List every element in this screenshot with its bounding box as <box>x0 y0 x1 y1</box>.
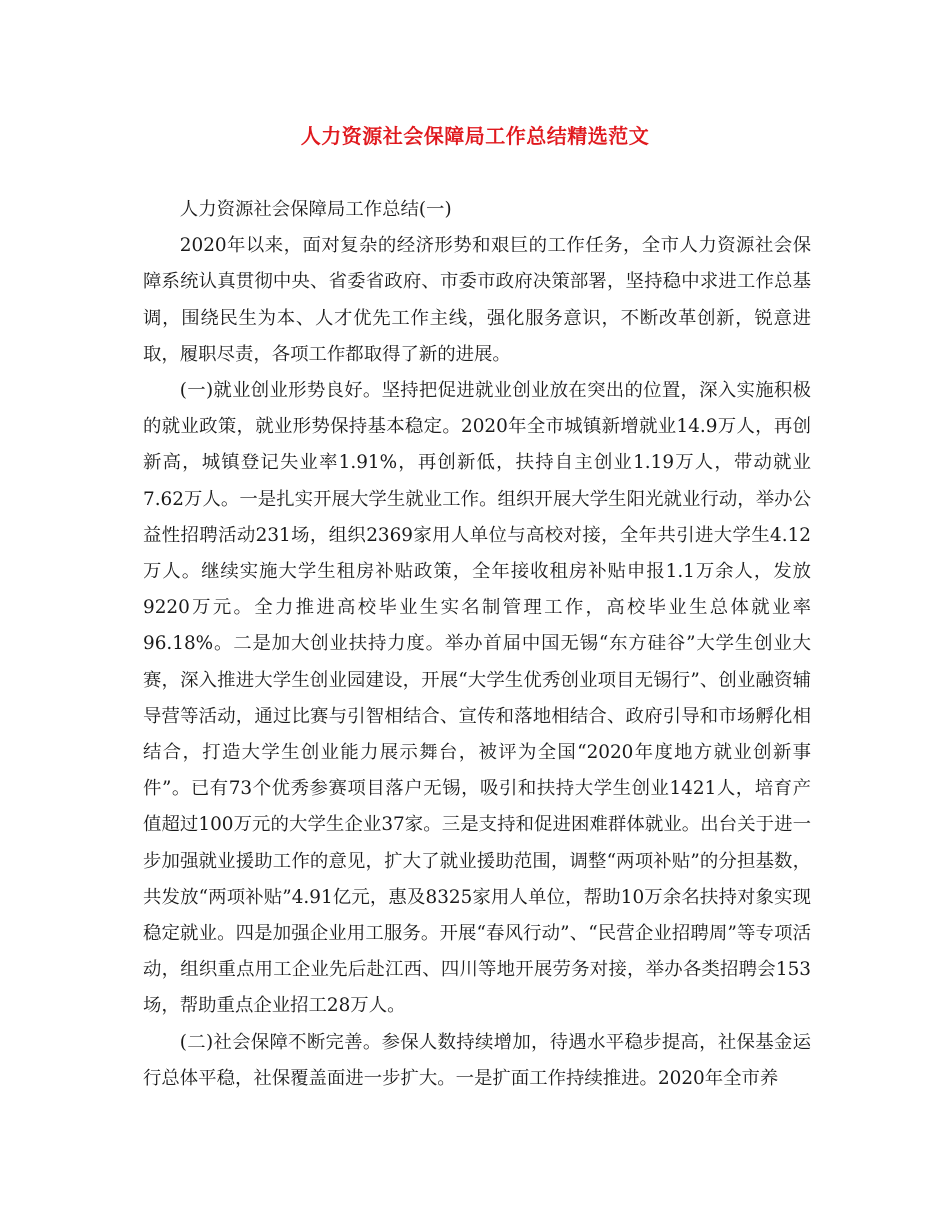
body-paragraph: (一)就业创业形势良好。坚持把促进就业创业放在突出的位置，深入实施积极的就业政策，就业形势保持基本稳定。2020年全市城镇新增就业14.9万人，再创新高，城镇登记失业率1.91%，再创新低，扶持自主创业1.19万人，带动就业7.62万人。一是扎实开展大学生就业工作。组织开展大学生阳光就业行动，举办公益性招聘活动231场，组织2369家用人单位与高校对接，全年共引进大学生4.12万人。继续实施大学生租房补贴政策，全年接收租房补贴申报1.1万余人，发放9220万元。全力推进高校毕业生实名制管理工作，高校毕业生总体就业率96.18%。二是加大创业扶持力度。举办首届中国无锡“东方硅谷”大学生创业大赛，深入推进大学生创业园建设，开展“大学生优秀创业项目无锡行”、创业融资辅导营等活动，通过比赛与引智相结合、宣传和落地相结合、政府引导和市场孵化相结合，打造大学生创业能力展示舞台，被评为全国“2020年度地方就业创新事件”。已有73个优秀参赛项目落户无锡，吸引和扶持大学生创业1421人，培育产值超过100万元的大学生企业37家。三是支持和促进困难群体就业。出台关于进一步加强就业援助工作的意见，扩大了就业援助范围，调整“两项补贴”的分担基数，共发放“两项补贴”4.91亿元，惠及8325家用人单位，帮助10万余名扶持对象实现稳定就业。四是加强企业用工服务。开展“春风行动”、“民营企业招聘周”等专项活动，组织重点用工企业先后赴江西、四川等地开展劳务对接，举办各类招聘会153场，帮助重点企业招工28万人。 <box>143 380 811 1017</box>
body-paragraph: 2020年以来，面对复杂的经济形势和艰巨的工作任务，全市人力资源社会保障系统认真贯彻中央、省委省政府、市委市政府决策部署，坚持稳中求进工作总基调，围绕民生为本、人才优先工作主线，强化服务意识，不断改革创新，锐意进取，履职尽责，各项工作都取得了新的进展。 <box>143 235 811 365</box>
body-paragraph: (二)社会保障不断完善。参保人数持续增加，待遇水平稳步提高，社保基金运行总体平稳，社保覆盖面进一步扩大。一是扩面工作持续推进。2020年全市养 <box>143 1031 811 1089</box>
document-body <box>143 192 811 1097</box>
section-heading: 人力资源社会保障局工作总结(一) <box>179 199 452 220</box>
document-title: 人力资源社会保障局工作总结精选范文 <box>300 124 650 148</box>
